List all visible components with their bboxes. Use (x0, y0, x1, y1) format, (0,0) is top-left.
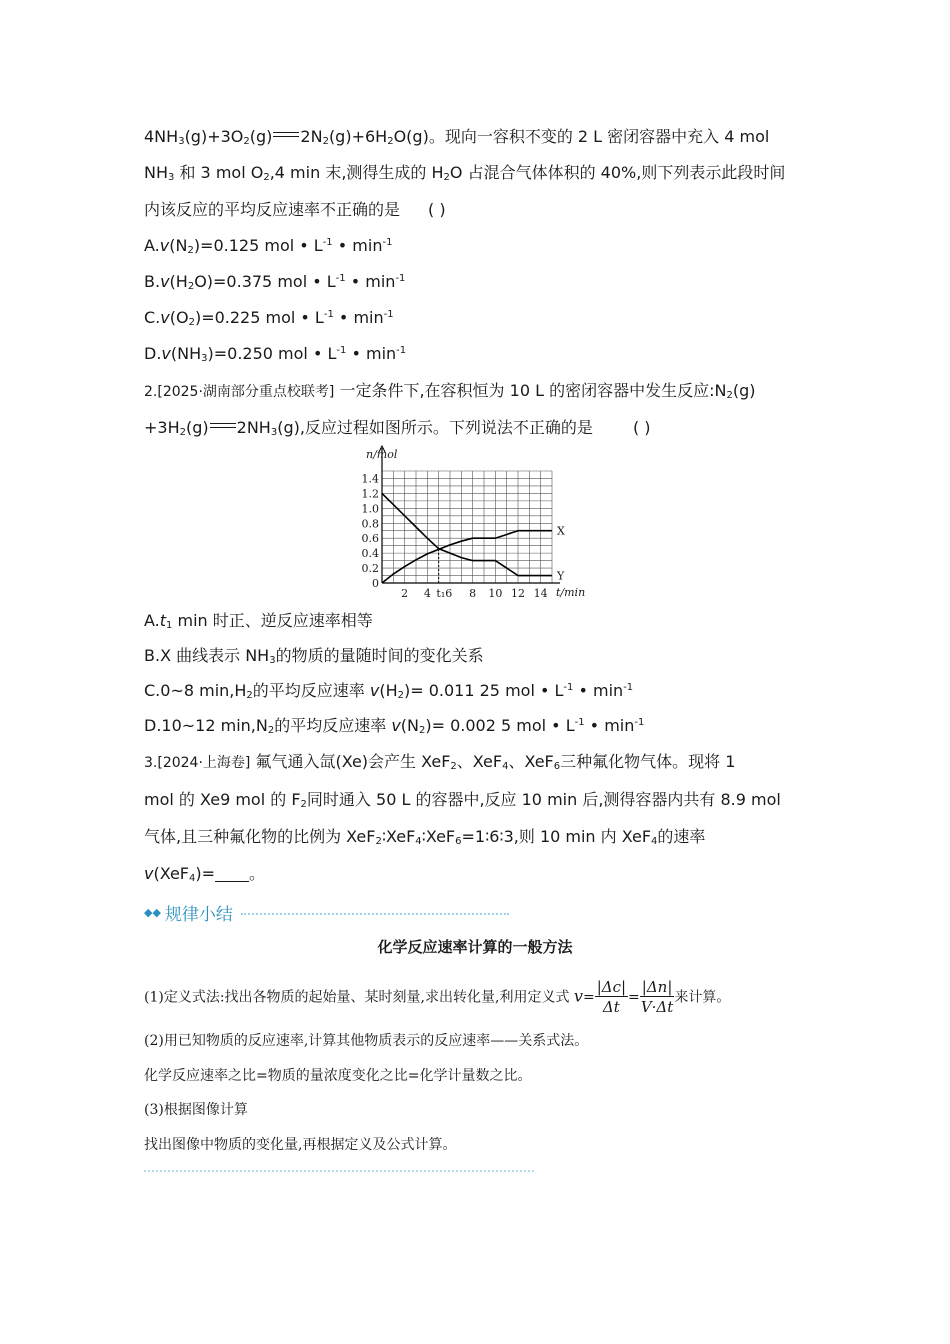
section-heading: ◆◆ 规律小结 (144, 900, 509, 925)
q2-option-c: C.0~8 $\min,H_2$的平均反应速率 $v(H_2)= 0.011$ 25 mol • $L^{-1}$ • $\min^{-1}$ (144, 681, 634, 701)
x-tick-label: 8 (469, 587, 477, 600)
q1-option-b: $B.v(H_2O)=0.375$ mol • $L^{-1}$ • $\min^{-1}$ (144, 272, 406, 292)
diamond-bullet-icon: ◆◆ (144, 906, 161, 919)
equilibrium-arrow-icon (210, 421, 236, 431)
answer-paren: ( ) (428, 200, 446, 219)
q3-line-1: 3.[2024·上海卷] 氟气通入氙(Xe)会产生 XeF$_2$、XeF$_4$、XeF$_6$三种氟化物气体。现将 1 (144, 752, 736, 772)
x-tick-label: 14 (533, 587, 548, 600)
q3-line-4: v(XeF$_4$)= 。 (144, 864, 266, 884)
x-tick-label: t₁6 (436, 587, 453, 600)
summary-title: 化学反应速率计算的一般方法 (377, 938, 573, 956)
q1-line-2: $NH_3$ 和 3 mol $O_2,4$ min 末,测得生成的 $H_2O$ 占混合气体体积的 40%,则下列表示此段时间 (144, 163, 786, 183)
q2-option-b: B.X 曲线表示 $NH_3$的物质的量随时间的变化关系 (144, 646, 484, 666)
equilibrium-arrow-icon (273, 130, 299, 140)
x-tick-label: 12 (511, 587, 525, 600)
q2-line-1: 2.[2025·湖南部分重点校联考] 一定条件下,在容积恒为 10 L 的密闭容器中发生反应$:N_2(g)$ (144, 381, 756, 401)
answer-paren: ( ) (632, 418, 651, 437)
series-label-y: Y (557, 569, 565, 583)
q2-option-d: D.10~12 $\min,N_2$的平均反应速率 $v(N_2)= 0.002$ 5 mol • $L^{-1}$ • $\min^{-1}$ (144, 716, 645, 736)
n-vs-t-chart (360, 444, 600, 604)
x-axis-label: t/min (556, 586, 586, 599)
summary-p4: (3)根据图像计算 (144, 1102, 248, 1118)
y-tick-label: 0.6 (361, 532, 379, 546)
q1-line-1: $4NH_3(g)+3O_2(g)$ $2N_2(g)+6H_2O(g)$。现向一容积不变的 2 L 密闭容器中充入 4 mol (144, 127, 770, 147)
y-tick-label: 0 (372, 577, 379, 590)
summary-p2: (2)用已知物质的反应速率,计算其他物质表示的反应速率——关系式法。 (144, 1033, 589, 1049)
chart-axes (379, 446, 560, 583)
q1-option-d: $D.v(NH_3)=0.250$ mol • $L^{-1}$ • $\min^{-1}$ (144, 344, 407, 364)
q3-line-2: mol 的 Xe9 mol 的 $F_2$同时通入 50 L 的容器中,反应 10 min 后,测得容器内共有 8.9 mol (144, 790, 781, 810)
q1-option-c: $C.v(O_2)=0.225$ mol • $L^{-1}$ • $\min^{-1}$ (144, 308, 394, 328)
x-tick-label: 4 (423, 587, 431, 600)
x-tick-label: 10 (488, 587, 503, 600)
y-tick-label: 1.2 (361, 487, 379, 501)
answer-blank[interactable] (215, 865, 249, 882)
series-line-y (382, 493, 552, 575)
y-tick-label: 0.4 (361, 547, 379, 561)
q1-line-3: 内该反应的平均反应速率不正确的是 ( ) (144, 200, 446, 219)
y-tick-label: 0.8 (361, 517, 379, 531)
fraction-dc-dt: $\frac{|\Delta c|}{\Delta t}$ (596, 978, 627, 1016)
y-axis-label: n/mol (366, 448, 398, 461)
x-tick-label: 2 (401, 587, 409, 600)
dotted-divider (241, 913, 509, 915)
y-tick-label: 1.0 (361, 502, 379, 516)
y-tick-label: 0.2 (361, 562, 379, 576)
summary-p3: 化学反应速率之比=物质的量浓度变化之比=化学计量数之比。 (144, 1068, 532, 1084)
chart-ticks (362, 472, 548, 600)
q2-option-a: $A.t_1$ min 时正、逆反应速率相等 (144, 611, 373, 631)
fraction-dn-vdt: $\frac{|\Delta n|}{V\cdot\Delta t}$ (640, 978, 674, 1016)
series-label-x: X (557, 524, 565, 538)
summary-p1: (1)定义式法:找出各物质的起始量、某时刻量,求出转化量,利用定义式 v= $\frac{|\Delta c|}{\Delta t}$ = $\frac{|\Delta n|}{V\cdot\Delta t}$ 来计算。 (144, 978, 731, 1016)
q1-option-a: $A.v(N_2)=0.125$ mol • $L^{-1}$ • $\min^{-1}$ (144, 236, 393, 256)
y-tick-label: 1.4 (361, 472, 379, 486)
q2-line-2: $+3H_2(g)$ $2NH_3(g)$,反应过程如图所示。下列说法不正确的是 ( ) (144, 418, 651, 438)
q3-line-3: 气体,且三种氟化物的比例为 XeF$_2$∶XeF$_4$∶XeF$_6$=1∶6∶3,则 10 min 内 XeF$_4$的速率 (144, 827, 706, 847)
summary-p5: 找出图像中物质的变化量,再根据定义及公式计算。 (144, 1137, 457, 1153)
chart-grid (382, 471, 552, 583)
dotted-divider-bottom (144, 1170, 534, 1172)
